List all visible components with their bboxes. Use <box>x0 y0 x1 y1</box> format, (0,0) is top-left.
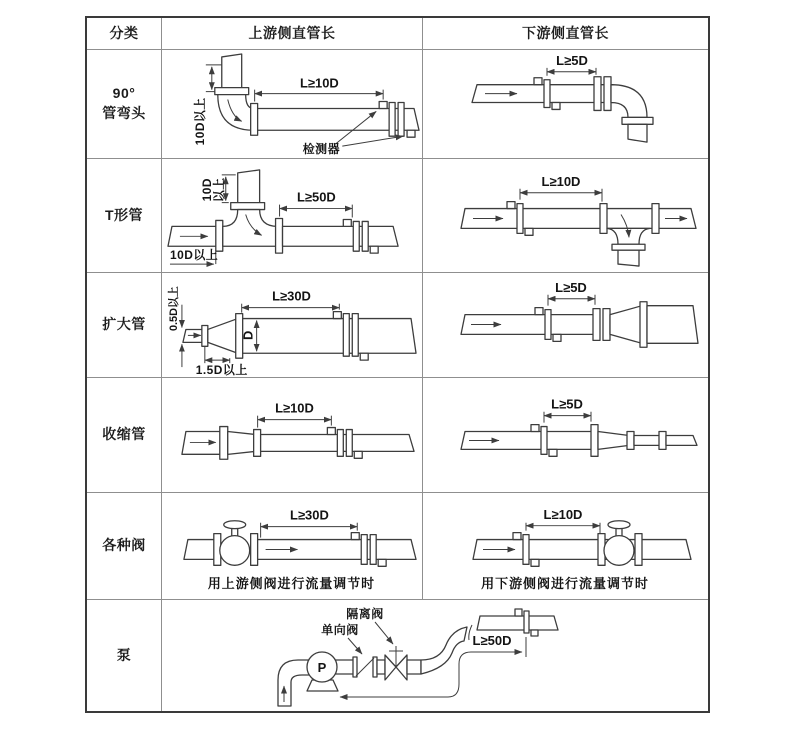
diagram-reducer-downstream <box>423 378 708 492</box>
inlet-offset-label: 0.5D以上 <box>167 286 180 332</box>
cone-length-label: 1.5D以上 <box>195 363 248 377</box>
length-dim-label: L≥10D <box>300 75 339 91</box>
elbow-body <box>218 95 254 131</box>
length-dim-label: L≥50D <box>297 189 336 205</box>
header-downstream-label: 下游侧直管长 <box>522 24 609 41</box>
length-dim-label: L≥5D <box>556 52 588 68</box>
category-reducer-label: 收缩管 <box>102 426 146 443</box>
inlet-vertical-pipe <box>215 54 249 95</box>
category-elbow <box>87 50 162 159</box>
length-dimension <box>548 295 595 306</box>
length-dim-label: L≥50D <box>472 633 512 648</box>
inlet-pipe <box>184 534 221 566</box>
diagram-expander-upstream <box>162 273 422 377</box>
expansion-cone <box>208 319 238 354</box>
diagram-pump <box>162 600 708 711</box>
length-dimension <box>280 205 353 218</box>
category-tee <box>87 159 162 273</box>
pipe-requirements-table <box>85 16 710 713</box>
length-dimension <box>547 68 596 76</box>
diagram-valve-downstream-cell <box>423 493 708 600</box>
diagram-reducer-upstream-cell <box>162 378 423 493</box>
length-dim-label: L≥10D <box>543 506 583 522</box>
upstream-valve-caption: 用上游侧阀进行流量调节时 <box>207 576 376 592</box>
category-valves <box>87 493 162 600</box>
diagram-tee-downstream <box>423 159 708 272</box>
diagram-expander-downstream <box>423 273 708 377</box>
pump-label: P <box>317 660 327 675</box>
diagram-reducer-upstream <box>162 378 422 492</box>
diagram-valve-upstream-cell <box>162 493 423 600</box>
bottom-dim-label: 10D以上 <box>169 248 219 263</box>
flange-after-tee <box>652 204 659 234</box>
check-valve-leader <box>348 638 362 654</box>
isolation-valve <box>385 646 407 680</box>
elbow-body <box>611 85 647 118</box>
length-dimension <box>258 416 332 428</box>
expansion-cone <box>610 306 642 344</box>
pipe-break-mark <box>469 625 472 640</box>
diagram-pump-cell <box>162 600 708 711</box>
diagram-elbow-upstream-cell <box>162 50 423 159</box>
flange-pair <box>593 309 610 341</box>
header-category-label: 分类 <box>109 24 139 41</box>
category-reducer <box>87 378 162 493</box>
diagram-tee-upstream <box>162 159 422 272</box>
top-outlet-pipe <box>477 616 558 630</box>
length-dim-label: L≥5D <box>551 396 583 412</box>
tee-body <box>223 210 278 247</box>
header-upstream <box>162 18 423 50</box>
diagram-expander-upstream-cell <box>162 273 423 378</box>
length-dimension <box>255 90 384 102</box>
vertical-dim-label-1: 10D <box>199 178 214 202</box>
length-dimension <box>242 304 340 313</box>
header-category <box>87 18 162 50</box>
category-pump <box>87 600 162 711</box>
length-dimension <box>520 189 602 202</box>
length-dim-label: L≥10D <box>541 173 581 189</box>
category-valves-label: 各种阀 <box>102 537 146 554</box>
pump-outlet-pipe <box>335 660 355 674</box>
length-dim-label: L≥5D <box>555 279 587 295</box>
diagram-tee-upstream-cell <box>162 159 423 273</box>
category-expander-label: 扩大管 <box>102 316 146 333</box>
flange <box>591 425 598 457</box>
check-valve <box>353 657 377 677</box>
header-downstream <box>423 18 708 50</box>
diameter-dim-label: D <box>240 330 256 341</box>
branch-pipe <box>612 244 645 266</box>
length-dimension <box>261 523 358 538</box>
diagram-elbow-downstream <box>423 50 708 158</box>
diagram-reducer-downstream-cell <box>423 378 708 493</box>
category-pump-label: 泵 <box>116 646 132 663</box>
check-valve-label: 单向阀 <box>321 623 359 637</box>
length-dim-label: L≥30D <box>290 507 329 523</box>
main-pipe <box>236 314 416 359</box>
isolation-valve-leader <box>375 622 393 644</box>
inlet-vertical-pipe <box>231 170 265 210</box>
small-outlet-pipe <box>627 432 697 450</box>
length-dimension <box>526 523 600 538</box>
globe-valve <box>220 521 250 566</box>
length-dim-label: L≥30D <box>272 288 311 304</box>
flange-before-tee <box>600 204 607 234</box>
vertical-dim-label: 10D以上 <box>192 97 207 146</box>
diagram-expander-downstream-cell <box>423 273 708 378</box>
riser-s-pipe <box>421 627 467 674</box>
spool-pipe <box>377 660 385 674</box>
large-outlet-pipe <box>640 302 698 348</box>
reduction-cone <box>228 432 256 455</box>
category-expander <box>87 273 162 378</box>
length-dim-label: L≥10D <box>275 400 314 416</box>
pipe-after-valve <box>407 660 421 674</box>
length-dimension <box>544 412 591 423</box>
vertical-dim-label-2: 以上 <box>211 177 226 203</box>
globe-valve <box>598 521 642 566</box>
isolation-valve-label: 隔离阀 <box>346 607 384 621</box>
diagram-tee-downstream-cell <box>423 159 708 273</box>
category-tee-label: T形管 <box>104 206 144 223</box>
outlet-vertical-pipe <box>622 117 653 142</box>
outlet-pipe <box>276 218 399 253</box>
diagram-valve-upstream <box>162 493 422 599</box>
header-upstream-label: 上游侧直管长 <box>248 24 336 41</box>
detector-label: 检测器 <box>302 142 341 157</box>
diagram-elbow-upstream <box>162 50 422 158</box>
category-elbow-label: 90° 管弯头 <box>102 85 146 121</box>
diagram-valve-downstream <box>423 493 708 599</box>
downstream-valve-caption: 用下游侧阀进行流量调节时 <box>481 576 649 592</box>
reduction-cone <box>598 432 629 450</box>
diagram-elbow-downstream-cell <box>423 50 708 159</box>
